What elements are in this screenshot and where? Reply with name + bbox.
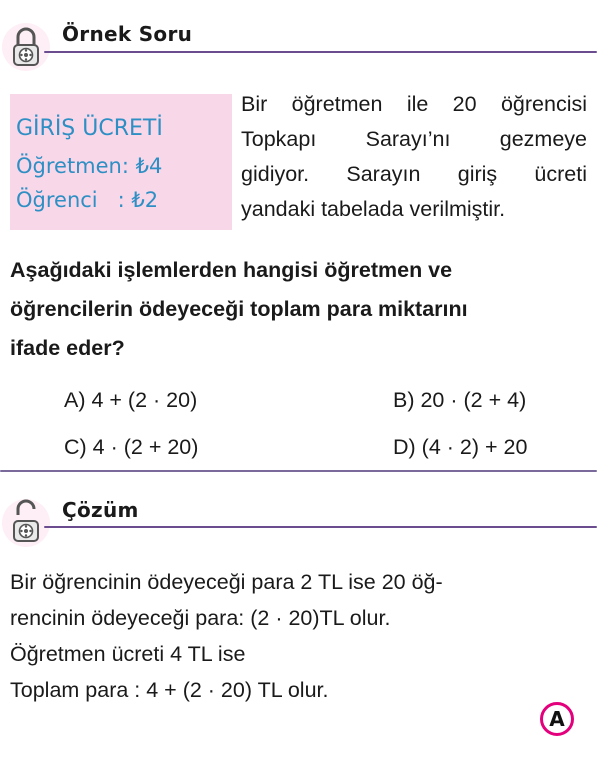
solution-divider <box>44 526 597 528</box>
solution-title: Çözüm <box>62 498 139 522</box>
sign-student-price: Öğrenci : ₺2 <box>16 188 159 212</box>
intro-line: Topkapı Sarayı’nı gezmeye <box>241 127 587 151</box>
option-a[interactable]: A) 4 + (2 · 20) <box>64 388 198 412</box>
intro-line: Bir öğretmen ile 20 öğrencisi <box>241 92 587 116</box>
sign-title: GİRİŞ ÜCRETİ <box>16 116 163 141</box>
example-title: Örnek Soru <box>62 22 193 46</box>
solution-line: Bir öğrencinin ödeyeceği para 2 TL ise 20 öğ- <box>10 570 443 594</box>
lock-icon <box>1 16 51 74</box>
question-line: Aşağıdaki işlemlerden hangisi öğretmen ve <box>10 258 453 282</box>
intro-paragraph <box>241 87 587 227</box>
solution-header <box>0 488 597 548</box>
header-divider <box>44 51 597 53</box>
option-c[interactable]: C) 4 · (2 + 20) <box>64 435 199 459</box>
price-sign <box>10 94 232 230</box>
solution-line: rencinin ödeyeceği para: (2 · 20)TL olur. <box>10 606 391 630</box>
question-divider <box>0 470 597 472</box>
answer-badge: A <box>540 702 574 736</box>
unlock-icon <box>1 492 51 550</box>
option-d[interactable]: D) (4 · 2) + 20 <box>393 435 528 459</box>
question-line: ifade eder? <box>10 336 125 360</box>
option-b[interactable]: B) 20 · (2 + 4) <box>393 388 527 412</box>
intro-line: yandaki tabelada verilmiştir. <box>241 197 506 221</box>
solution-line: Öğretmen ücreti 4 TL ise <box>10 642 246 666</box>
sign-teacher-price: Öğretmen: ₺4 <box>16 154 163 178</box>
question-line: öğrencilerin ödeyeceği toplam para miktarını <box>10 297 468 321</box>
solution-line: Toplam para : 4 + (2 · 20) TL olur. <box>10 678 329 702</box>
intro-line: gidiyor. Sarayın giriş ücreti <box>241 162 587 186</box>
example-header <box>0 0 597 80</box>
